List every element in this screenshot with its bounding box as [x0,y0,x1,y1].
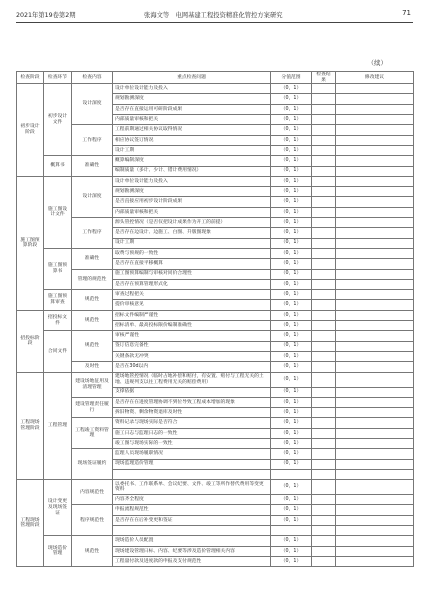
score-cell: （0，1） [271,556,312,566]
score-cell: （0，1） [271,166,312,176]
issue-cell: 工程量付款及进度款的申报及支付规范性 [113,556,271,566]
score-cell: （0，1） [271,351,312,361]
score-cell: （0，1） [271,397,312,407]
score-cell: （0，1） [271,362,312,372]
result-cell[interactable] [312,115,336,125]
result-cell[interactable] [312,279,336,289]
score-cell: （0，1） [271,428,312,438]
link-cell: 概算书 [44,156,72,177]
result-cell[interactable] [312,84,336,94]
content-cell: 规范性 [72,536,113,567]
col-header-content: 检查内容 [72,72,113,84]
content-cell: 建设场地征用及清理管理 [72,372,113,397]
table-row [17,480,414,495]
result-cell[interactable] [312,459,336,469]
advice-cell[interactable] [336,556,414,566]
issue-cell: 招标清单、最高投标限价编制准确性 [113,321,271,331]
score-cell: （0，1） [271,238,312,248]
score-cell: （0，1） [271,449,312,459]
issue-cell: 现场建设管理日标、内容、纪要等涉及造价管理相关内容 [113,546,271,556]
result-cell[interactable] [312,387,336,397]
table-row [17,331,414,341]
issue-cell: 审查过程把关 [113,290,271,300]
result-cell[interactable] [312,408,336,418]
content-cell: 规范性 [72,290,113,311]
content-cell: 准确性 [72,248,113,269]
advice-cell[interactable] [336,495,414,505]
content-cell: 内容规范性 [72,480,113,505]
advice-cell[interactable] [336,125,414,135]
issue-cell: 拆旧物资、剩余物资退库及时性 [113,408,271,418]
score-cell: （0，1） [271,290,312,300]
result-cell[interactable] [312,469,336,479]
score-cell: （0，1） [271,259,312,269]
advice-cell[interactable] [336,187,414,197]
issue-cell: 取费与预规的一致性 [113,248,271,258]
result-cell[interactable] [312,218,336,228]
issue-cell: 现场监理造价管理 [113,459,271,469]
advice-cell[interactable] [336,115,414,125]
advice-cell[interactable] [336,238,414,248]
advice-cell[interactable] [336,228,414,238]
advice-cell[interactable] [336,218,414,228]
link-cell: 工程管理 [44,372,72,480]
table-row [17,505,414,515]
table-continued-label: （续） [367,59,387,67]
col-header-result: 检查结果 [312,72,336,84]
link-cell: 施工图预算书 [44,248,72,289]
result-cell[interactable] [312,94,336,104]
result-cell[interactable] [312,480,336,495]
score-cell: （0，1） [271,135,312,145]
issue-cell: 招标文件编制严谨性 [113,310,271,320]
issue-cell: 是否存在预算管理形式化 [113,279,271,289]
result-cell[interactable] [312,418,336,428]
advice-cell[interactable] [336,469,414,479]
advice-cell[interactable] [336,387,414,397]
content-cell: 建设管理责任履行 [72,397,113,418]
table-row [17,310,414,320]
result-cell[interactable] [312,156,336,166]
result-cell[interactable] [312,495,336,505]
advice-cell[interactable] [336,156,414,166]
issue-cell: 规划勘测深度 [113,94,271,104]
score-cell: （0，1） [271,408,312,418]
issue-cell [113,469,271,479]
score-cell: （0，1） [271,84,312,94]
result-cell[interactable] [312,397,336,407]
table-row [17,418,414,428]
table-row [17,372,414,387]
score-cell: （0，1） [271,300,312,310]
score-cell: （0，1） [271,495,312,505]
result-cell[interactable] [312,526,336,536]
table-row [17,125,414,135]
advice-cell[interactable] [336,310,414,320]
link-cell: 设计变更及现场签证 [44,480,72,536]
result-cell[interactable] [312,145,336,155]
score-cell: （0，1） [271,438,312,448]
content-cell: 程序规范性 [72,505,113,536]
table-row [17,156,414,166]
issue-cell: 是否存在直接运用可研阶段成果 [113,104,271,114]
result-cell[interactable] [312,135,336,145]
score-cell: （0，1） [271,145,312,155]
result-cell[interactable] [312,310,336,320]
result-cell[interactable] [312,438,336,448]
col-header-stage: 检查阶段 [17,72,44,84]
link-cell: 现场造价管理 [44,536,72,567]
col-header-issue: 重点检查问题 [113,72,271,84]
issue-cell: 设计单位设计能力及投入 [113,176,271,186]
score-cell: （0，1） [271,156,312,166]
score-cell: （0，1） [271,197,312,207]
inspection-table [16,71,414,567]
content-cell: 设计深度 [72,176,113,217]
score-cell: （0，1） [271,505,312,515]
stage-cell: 招投标阶段 [17,310,44,372]
score-cell: （0，1） [271,310,312,320]
result-cell[interactable] [312,197,336,207]
result-cell[interactable] [312,207,336,217]
col-header-link: 检查环节 [44,72,72,84]
issue-cell: 相应协议签订情况 [113,135,271,145]
result-cell[interactable] [312,536,336,546]
table-row [17,362,414,372]
issue-cell: 以委托书、工作联系单、会议纪要、文件、竣工等所作替代费用等变更资料 [113,480,271,495]
table-row [17,290,414,300]
advice-cell[interactable] [336,104,414,114]
issue-cell: 设计工期 [113,145,271,155]
advice-cell[interactable] [336,331,414,341]
advice-cell[interactable] [336,480,414,495]
result-cell[interactable] [312,125,336,135]
advice-cell[interactable] [336,505,414,515]
result-cell[interactable] [312,546,336,556]
result-cell[interactable] [312,321,336,331]
issue-cell: 规划勘测深度 [113,187,271,197]
issue-cell: 申报流程规范性 [113,505,271,515]
stage-cell: 工程现场管理阶段 [17,372,44,480]
result-cell[interactable] [312,176,336,186]
advice-cell[interactable] [336,438,414,448]
advice-cell[interactable] [336,362,414,372]
content-cell: 设计深度 [72,84,113,125]
issue-cell: 内部质量审核和把关 [113,207,271,217]
result-cell[interactable] [312,428,336,438]
advice-cell[interactable] [336,536,414,546]
score-cell: （0，1） [271,269,312,279]
issue-cell: 编制质量（多计、少计、错计费用情况） [113,166,271,176]
score-cell: （0，1） [271,331,312,341]
result-cell[interactable] [312,259,336,269]
score-cell: （0，1） [271,480,312,495]
advice-cell[interactable] [336,145,414,155]
link-cell: 招投标文件 [44,310,72,331]
issue-cell: 签订信息完备性 [113,341,271,351]
advice-cell[interactable] [336,290,414,300]
advice-cell[interactable] [336,546,414,556]
content-cell: 规范性 [72,331,113,362]
issue-cell [113,526,271,536]
result-cell[interactable] [312,556,336,566]
advice-cell[interactable] [336,351,414,361]
result-cell[interactable] [312,362,336,372]
result-cell[interactable] [312,515,336,525]
result-cell[interactable] [312,238,336,248]
result-cell[interactable] [312,449,336,459]
table-row [17,218,414,228]
issue-cell: 建场地管控情况（临时占地补偿和赔付，有安置、赔付与工程无关的土地、违规列支以往工程费用无关的赔偿费用） [113,372,271,387]
issue-cell: 是否存在边设计、边施工、白图、升版图现象 [113,228,271,238]
score-cell: （0，1） [271,218,312,228]
advice-cell[interactable] [336,408,414,418]
score-cell: （0，1） [271,228,312,238]
table-row [17,248,414,258]
advice-cell[interactable] [336,428,414,438]
table-row [17,176,414,186]
advice-cell[interactable] [336,526,414,536]
score-cell: （0，1） [271,104,312,114]
score-cell: （0，1） [271,372,312,387]
advice-cell[interactable] [336,515,414,525]
article-running-title: 张海文等 电网基建工程投资精准化管控方案研究 [144,12,283,19]
content-cell: 准确性 [72,156,113,177]
result-cell[interactable] [312,331,336,341]
content-cell: 及时性 [72,362,113,372]
stage-cell: 施工图预算阶段 [17,176,44,310]
result-cell[interactable] [312,341,336,351]
advice-cell[interactable] [336,259,414,269]
score-cell: （0，1） [271,279,312,289]
content-cell: 管理的规范性 [72,269,113,290]
link-cell: 初步设计文件 [44,84,72,156]
content-cell: 工程竣工资料管理 [72,418,113,449]
header-rule [16,22,413,23]
content-cell: 工作程序 [72,125,113,156]
issue-cell: 设计工期 [113,238,271,248]
result-cell[interactable] [312,228,336,238]
issue-cell: 监理人员现场履职情况 [113,449,271,459]
issue-cell: 源头管控情况（是否仅把设计成果作为开工的前提） [113,218,271,228]
advice-cell[interactable] [336,279,414,289]
issue-cell: 关键条款无冲突 [113,351,271,361]
score-cell: （0，1） [271,94,312,104]
result-cell[interactable] [312,269,336,279]
score-cell: （0，1） [271,341,312,351]
issue-cell: 概算编制深度 [113,156,271,166]
score-cell: （0，1） [271,387,312,397]
advice-cell[interactable] [336,84,414,94]
issue-cell: 是否在30d以内 [113,362,271,372]
table-row [17,84,414,94]
content-cell: 规范性 [72,310,113,331]
issue-cell: 内容齐全程度 [113,495,271,505]
issue-cell: 是否存在直接平移概算 [113,259,271,269]
issue-cell: 支撑依据 [113,387,271,397]
issue-cell: 提价审核意见 [113,300,271,310]
advice-cell[interactable] [336,372,414,387]
advice-cell[interactable] [336,197,414,207]
advice-cell[interactable] [336,94,414,104]
advice-cell[interactable] [336,321,414,331]
result-cell[interactable] [312,300,336,310]
score-cell: （0，1） [271,459,312,469]
score-cell: （0，1） [271,546,312,556]
issue-cell: 审核严谨性 [113,331,271,341]
advice-cell[interactable] [336,397,414,407]
score-cell: （0，1） [271,515,312,525]
advice-cell[interactable] [336,449,414,459]
link-cell: 施工图预算审查 [44,290,72,311]
result-cell[interactable] [312,505,336,515]
result-cell[interactable] [312,166,336,176]
score-cell: （0，1） [271,176,312,186]
score-cell: （0，1） [271,248,312,258]
issue-cell: 是否直接应用初步设计阶段成果 [113,197,271,207]
col-header-advice: 修改建议 [336,72,414,84]
score-cell: （0，1） [271,125,312,135]
advice-cell[interactable] [336,459,414,469]
issue-cell: 现场造价人员配置 [113,536,271,546]
score-cell: （0，1） [271,321,312,331]
score-cell [271,469,312,479]
advice-cell[interactable] [336,269,414,279]
table-header-row [17,72,414,84]
issue-cell: 内部质量审核和把关 [113,115,271,125]
table-row [17,397,414,407]
issue-cell: 施工图预算编制与审核对同价合理性 [113,269,271,279]
score-cell: （0，1） [271,418,312,428]
table-row [17,536,414,546]
issue-cell: 是否存在在进度管理协调不到位导致工程成本增加的现象 [113,397,271,407]
score-cell [271,526,312,536]
result-cell[interactable] [312,372,336,387]
advice-cell[interactable] [336,248,414,258]
advice-cell[interactable] [336,207,414,217]
advice-cell[interactable] [336,135,414,145]
stage-cell: 初步设计阶段 [17,84,44,177]
result-cell[interactable] [312,187,336,197]
advice-cell[interactable] [336,300,414,310]
score-cell: （0，1） [271,207,312,217]
table-row [17,449,414,459]
result-cell[interactable] [312,248,336,258]
link-cell: 施工图设计文件 [44,176,72,248]
issue-cell: 工程前期通过相关协议取得情况 [113,125,271,135]
page-header [14,8,413,22]
content-cell: 工作程序 [72,218,113,249]
advice-cell[interactable] [336,341,414,351]
content-cell: 现场签证履约 [72,449,113,480]
issue-cell: 是否存在在后补变更和签证 [113,515,271,525]
score-cell: （0，1） [271,187,312,197]
result-cell[interactable] [312,290,336,300]
issue-cell: 竣工图与现场实际的一致性 [113,438,271,448]
advice-cell[interactable] [336,176,414,186]
score-cell: （0，1） [271,115,312,125]
result-cell[interactable] [312,351,336,361]
score-cell: （0，1） [271,536,312,546]
advice-cell[interactable] [336,418,414,428]
advice-cell[interactable] [336,166,414,176]
journal-issue: 2021年第19卷第2期 [16,12,76,19]
page-number: 71 [402,9,411,17]
link-cell: 合同文件 [44,331,72,372]
col-header-score: 分值范围 [271,72,312,84]
table-row [17,269,414,279]
stage-cell: 工程现场管理阶段 [17,480,44,567]
issue-cell: 资料记录与现场实际是否符合 [113,418,271,428]
issue-cell: 施工日志与监理日志的一致性 [113,428,271,438]
result-cell[interactable] [312,104,336,114]
issue-cell: 设计单位设计能力及投入 [113,84,271,94]
